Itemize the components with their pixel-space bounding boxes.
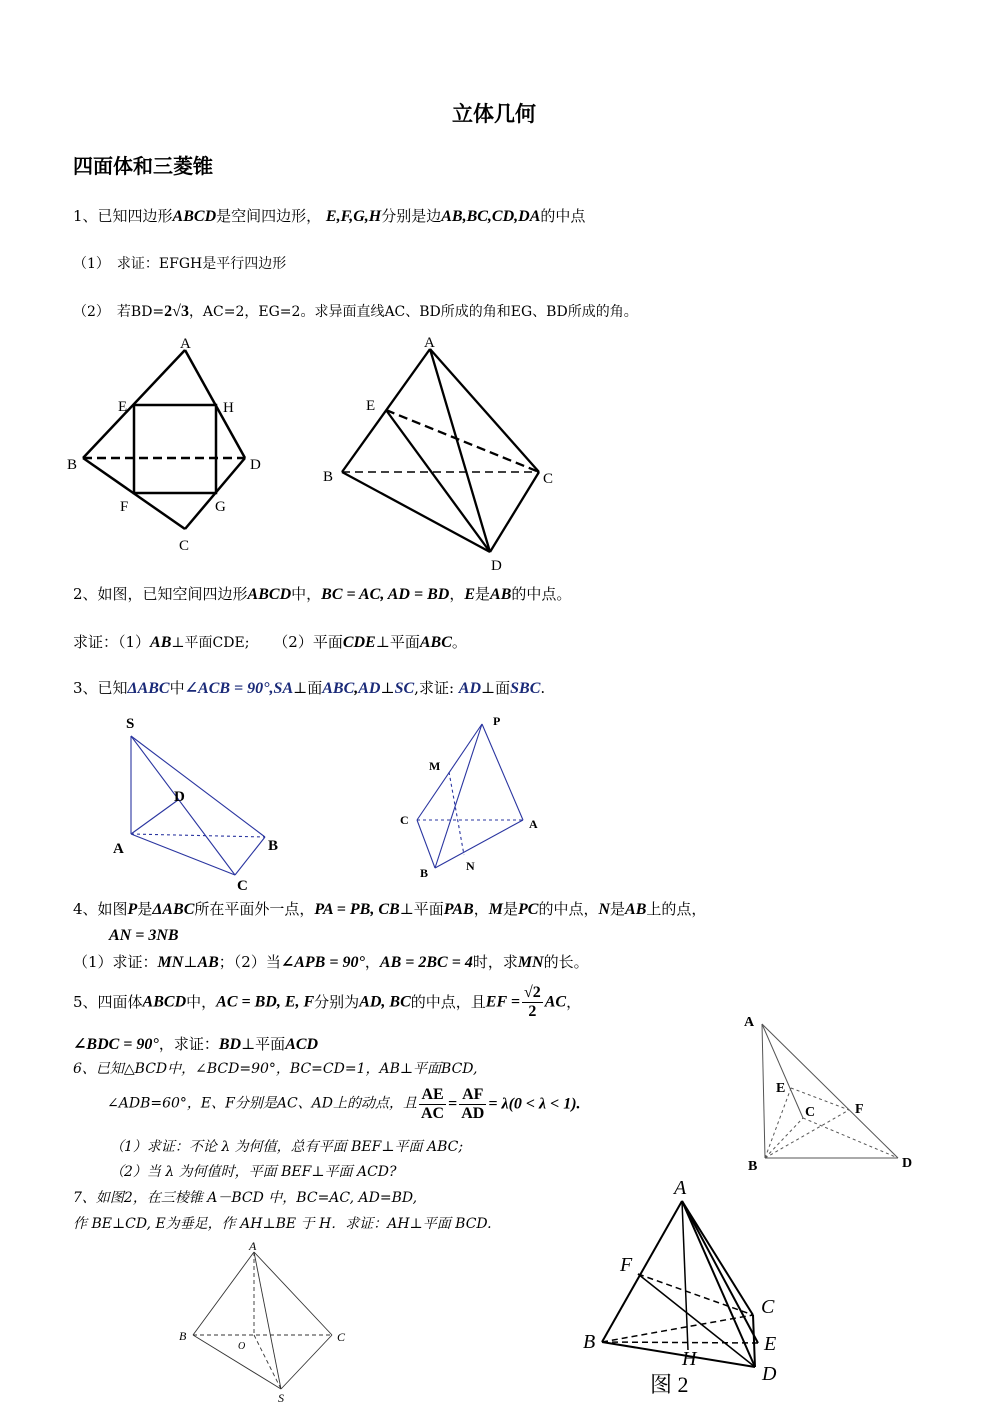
q1-math: 2√3 (164, 303, 189, 320)
label-b: B (67, 457, 78, 473)
figure-q7-small-pyramid (170, 1236, 355, 1404)
q4-math: PAB (443, 901, 474, 918)
q6-frac-den: AC (421, 1104, 445, 1122)
q6-math: = λ(0 < λ < 1). (488, 1095, 581, 1113)
label-b: B (748, 1159, 758, 1174)
label-n: N (466, 859, 475, 873)
dashed-be (765, 1088, 791, 1158)
q4-text: 是 (610, 900, 626, 918)
edge-ac (430, 349, 539, 472)
q4-line3 (73, 954, 589, 972)
q3-math: SC (394, 680, 415, 697)
label-d: D (902, 1156, 913, 1171)
label-f: F (855, 1102, 864, 1117)
q1-text: 是空间四边形， (216, 207, 322, 225)
dashed-bc (765, 1118, 803, 1158)
q6-frac-af-ad (459, 1086, 486, 1122)
label-a: A (180, 336, 191, 352)
label-h: H (682, 1348, 697, 1370)
q3-text: 中 (169, 679, 185, 697)
q4-text: ， (364, 953, 380, 971)
q5-math: ABCD (142, 993, 187, 1011)
figure-quadrilateral-efgh (60, 335, 280, 560)
figure-pyramid-pabc (392, 710, 552, 885)
label-c: C (761, 1296, 775, 1318)
edge-cb (417, 820, 435, 868)
q2-math: BC = AC, AD = BD (321, 586, 450, 603)
q4-text: 是 (502, 900, 518, 918)
label-b: B (323, 469, 334, 485)
q4-math: AB (625, 901, 647, 918)
q3-math: ∠ACB = 90° (184, 680, 270, 697)
q4-text: ⊥ (183, 953, 198, 971)
q2-text: （2）平面 (273, 633, 343, 651)
edge-sb (131, 736, 265, 837)
q2-math: ABC (419, 634, 452, 651)
q1-text: 的中点 (540, 207, 586, 225)
q4-math: N (598, 901, 611, 918)
q5-fraction (522, 984, 543, 1020)
label-h: H (223, 400, 234, 416)
q4-text: 的中点， (538, 900, 599, 918)
q4-text: （1）求证： (73, 953, 158, 971)
q1-line1 (73, 208, 585, 226)
edge-ac (682, 1201, 753, 1315)
q6-line1: 6、已知△BCD中，∠BCD=90°，BC=CD=1，AB⊥平面BCD, (73, 1061, 478, 1077)
figure-caption: 图 2 (650, 1372, 689, 1397)
edge-ad (430, 349, 490, 552)
label-b: B (420, 866, 429, 880)
q4-text: 上的点， (646, 900, 707, 918)
q5-frac-den: 2 (528, 1002, 537, 1020)
q5-math: ACD (285, 1036, 319, 1053)
q5-text: ，求证： (158, 1035, 219, 1053)
q7-line1: 7、如图2，在三棱锥 A－BCD 中，BC=AC, AD=BD, (73, 1190, 418, 1206)
q4-text: ；（2）当 (218, 953, 281, 971)
label-c: C (805, 1105, 816, 1120)
q4-math: MN (157, 954, 184, 971)
q6-frac-num: AE (419, 1086, 446, 1105)
q3-text: ⊥面 (481, 679, 511, 697)
dashed-cd (803, 1118, 898, 1158)
q3-math: SA (273, 680, 294, 697)
q2-text: ， (449, 585, 465, 603)
q4-math: M (488, 901, 503, 918)
figure-tetrahedron-abcd (318, 330, 568, 575)
q5-line2 (73, 1036, 318, 1054)
label-c: C (237, 878, 248, 894)
q6-math: = (448, 1095, 458, 1113)
q5-text: 分别为 (314, 992, 360, 1011)
q4-text: 时，求 (472, 953, 518, 971)
label-b: B (268, 838, 279, 854)
label-d: D (174, 789, 185, 805)
label-e: E (764, 1333, 777, 1355)
q3-math: ΔABC (127, 680, 170, 697)
q3-line (73, 680, 545, 698)
q2-text: 。 (451, 633, 467, 651)
label-c: C (400, 813, 409, 827)
q5-line1 (73, 984, 581, 1028)
edge-ae (682, 1201, 758, 1343)
q5-math: AC (544, 993, 567, 1011)
q4-math: MN (517, 954, 544, 971)
segment-ad (131, 800, 178, 834)
q5-text: 中， (186, 992, 217, 1011)
edge-bc (235, 837, 265, 875)
dashed-ab (131, 834, 265, 837)
q3-math: AD (458, 680, 482, 697)
q7-line2: 作 BE⊥CD, E为垂足，作 AH⊥BE 于 H．求证：AH⊥平面 BCD. (73, 1216, 492, 1232)
q6-line2 (107, 1086, 581, 1134)
label-a: A (744, 1015, 755, 1030)
q4-line1 (73, 901, 706, 919)
parallelogram-efgh (134, 405, 216, 493)
q3-text: . (540, 679, 546, 697)
section-heading: 四面体和三菱锥 (73, 154, 213, 178)
edge-as (254, 1252, 281, 1389)
page-title: 立体几何 (452, 101, 536, 126)
figure-q6-tetrahedron (738, 1010, 923, 1175)
q5-text: 5、四面体 (73, 992, 143, 1011)
label-s: S (278, 1391, 284, 1404)
q1-text: ，AC=2，EG=2。求异面直线AC、BD所成的角和EG、BD所成的角。 (188, 304, 638, 320)
figure-q7-pyramid-abcd (578, 1170, 798, 1404)
edge-ab (762, 1024, 765, 1158)
q2-math: ABCD (247, 586, 292, 603)
q3-math: ABC (322, 680, 355, 697)
q4-math: PA = PB, CB (314, 901, 400, 918)
q5-math: ∠BDC = 90° (73, 1036, 159, 1053)
q3-text: 3、已知 (73, 679, 128, 697)
q1-part1: （1） 求证：EFGH是平行四边形 (73, 256, 287, 272)
label-d: D (762, 1363, 777, 1385)
segment-fd (638, 1274, 755, 1367)
q5-math: AC = BD, E, F (216, 993, 315, 1011)
q5-frac-num: √2 (523, 984, 541, 1001)
q4-math: PC (518, 901, 539, 918)
dashed-ef (791, 1088, 849, 1110)
q4-line2 (109, 927, 179, 945)
label-a: A (529, 817, 538, 831)
dashed-bc (602, 1315, 753, 1342)
edge-cd (490, 472, 539, 552)
q2-math: E (464, 586, 476, 603)
label-a: A (113, 841, 124, 857)
q5-text: 的中点，且 (410, 992, 486, 1011)
q4-text: 是 (137, 900, 153, 918)
edge-pa (482, 724, 523, 820)
q1-text: 分别是边 (381, 207, 442, 225)
q4-text: ， (473, 900, 489, 918)
label-a: A (424, 335, 435, 351)
q1-math: ABCD (172, 208, 217, 225)
q4-math: ΔABC (152, 901, 195, 918)
q4-text: 所在平面外一点， (194, 900, 315, 918)
q4-math: AB = 2BC = 4 (379, 954, 473, 971)
label-a: A (674, 1177, 687, 1199)
label-e: E (776, 1081, 786, 1096)
label-e: E (366, 398, 376, 414)
label-o: O (238, 1341, 246, 1352)
q2-line2 (73, 634, 467, 652)
q1-math: E,F,G,H (325, 208, 382, 225)
label-b: B (179, 1329, 187, 1343)
label-g: G (215, 499, 226, 515)
label-f: F (120, 499, 129, 515)
q4-math: AN = 3NB (109, 927, 179, 944)
q2-text: 2、如图，已知空间四边形 (73, 585, 248, 603)
edge-ac (762, 1024, 803, 1118)
q3-text: ⊥ (380, 679, 395, 697)
dashed-be (602, 1342, 758, 1343)
q3-math: , (354, 680, 359, 697)
q2-math: CDE (342, 634, 376, 651)
q3-text: ,求证: (414, 679, 454, 697)
label-e: E (118, 399, 128, 415)
q2-math: AB (150, 634, 172, 651)
q1-text: （2） 若BD= (73, 304, 165, 320)
q2-math: AB (490, 586, 512, 603)
q1-math: AB,BC,CD,DA (441, 208, 541, 225)
label-c: C (337, 1330, 346, 1344)
edge-cs (281, 1335, 332, 1389)
q6-part1: （1）求证：不论 λ 为何值，总有平面 BEF⊥平面 ABC; (110, 1139, 464, 1155)
q5-text: ， (566, 992, 582, 1011)
q3-math: AD (358, 680, 381, 697)
label-f: F (620, 1254, 633, 1276)
label-m: M (429, 759, 441, 773)
q3-math: , (269, 680, 274, 697)
edge-ac (254, 1252, 332, 1335)
label-b: B (583, 1331, 596, 1353)
q5-text: ⊥平面 (241, 1035, 286, 1053)
q4-text: 的长。 (543, 953, 589, 971)
label-a: A (249, 1239, 257, 1253)
q5-math: EF = (485, 993, 520, 1011)
q2-text: 是 (475, 585, 491, 603)
q2-line1 (73, 586, 571, 604)
label-c: C (543, 471, 554, 487)
q6-frac-den: AD (461, 1104, 485, 1122)
figure-pyramid-sabc (108, 710, 298, 895)
q1-part2 (73, 303, 638, 321)
q2-text: 中， (291, 585, 322, 603)
label-s: S (126, 716, 135, 732)
q5-math: AD, BC (359, 993, 411, 1011)
dashed-fc (638, 1274, 753, 1315)
label-p: P (493, 714, 501, 728)
q6-frac-num: AF (459, 1086, 486, 1105)
edge-cd (753, 1315, 755, 1367)
q3-text: ⊥面 (293, 679, 323, 697)
q6-text: ∠ADB=60°，E、F分别是AC、AD上的动点，且 (107, 1095, 417, 1112)
q4-math: AB (197, 954, 219, 971)
q1-text: 1、已知四边形 (73, 207, 173, 225)
q6-frac-ae-ac (419, 1086, 446, 1122)
q2-text: 求证：（1） (73, 633, 151, 651)
q4-text: 4、如图 (73, 900, 128, 918)
label-c: C (179, 538, 190, 554)
q2-text: 的中点。 (511, 585, 572, 603)
edge-bd (602, 1342, 755, 1367)
q4-math: ∠APB = 90° (280, 954, 365, 971)
q2-text: ⊥平面CDE; (171, 635, 250, 651)
q2-text: ⊥平面 (375, 633, 420, 651)
q6-part2: （2）当 λ 为何值时，平面 BEF⊥平面 ACD? (110, 1164, 397, 1180)
label-d: D (491, 558, 502, 574)
q3-math: SBC (510, 680, 541, 697)
edge-ab (193, 1252, 254, 1335)
edge-ab (602, 1201, 682, 1342)
label-d: D (250, 457, 261, 473)
q4-text: ⊥平面 (399, 900, 444, 918)
edge-bd (342, 472, 490, 552)
q4-math: P (127, 901, 138, 918)
q5-math: BD (218, 1036, 242, 1053)
